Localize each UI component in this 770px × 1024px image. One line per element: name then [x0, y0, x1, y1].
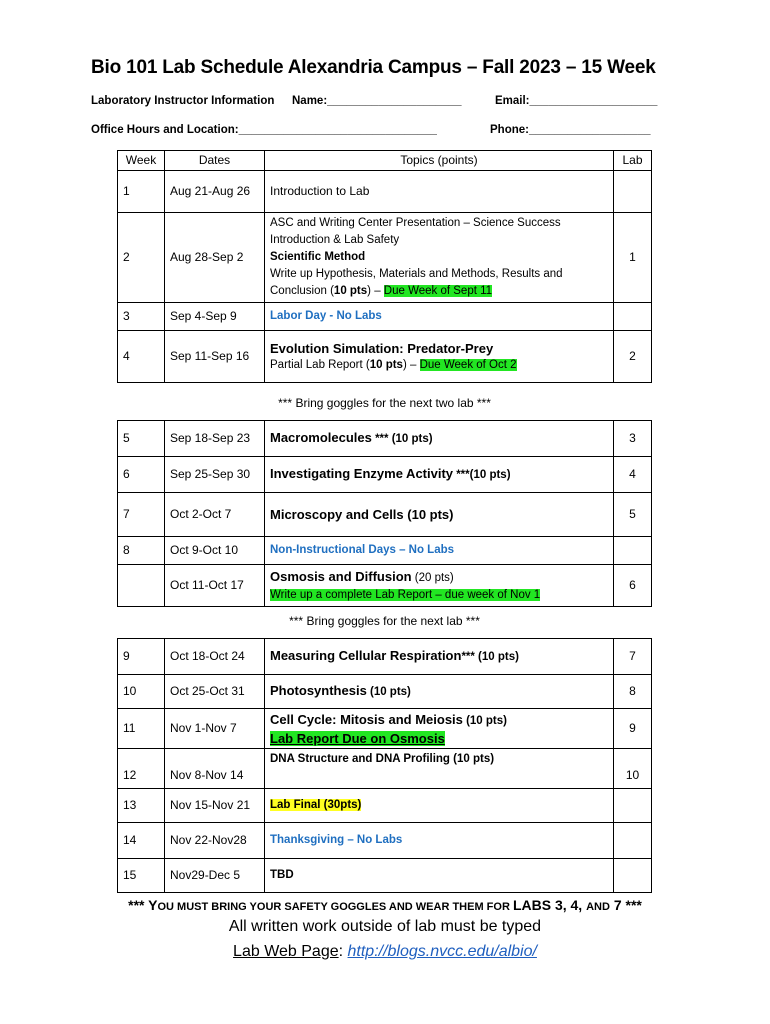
due-highlight: Write up a complete Lab Report – due week of Nov 1 [270, 588, 541, 601]
topic-cell [265, 709, 614, 749]
table-row [118, 421, 652, 457]
table-row [118, 823, 652, 859]
week-cell: 8 [118, 537, 165, 565]
points-text: (10 pts) [366, 686, 411, 698]
week-cell: 3 [118, 303, 165, 331]
topic-cell [265, 675, 614, 709]
week-cell: 9 [118, 639, 165, 675]
topic-title: Evolution Simulation: Predator-Prey [270, 340, 494, 356]
table-row [118, 859, 652, 893]
points-text: 10 pts [369, 358, 403, 371]
table-row [118, 331, 652, 383]
topic-line [270, 568, 608, 587]
warning-text: LABS 3, 4, [512, 897, 587, 913]
topic-title: Measuring Cellular Respiration [270, 648, 462, 663]
due-highlight: Due Week of Oct 2 [419, 358, 517, 371]
lab-cell: 5 [614, 493, 652, 537]
topic-cell [265, 421, 614, 457]
office-hours-field: Office Hours and Location:_______________________________ [91, 124, 437, 136]
table-row [118, 565, 652, 607]
topic-cell [265, 565, 614, 607]
goggles-notice: *** Bring goggles for the next two lab *** [278, 396, 491, 410]
table-row [118, 493, 652, 537]
topic-line: Introduction & Lab Safety [270, 234, 400, 246]
text-span: : [338, 943, 348, 960]
week-cell: 11 [118, 709, 165, 749]
dates-cell: Nov 22-Nov28 [165, 823, 265, 859]
lab-web-page-line [0, 943, 770, 961]
points-text: 10 pts [333, 285, 368, 297]
dates-cell: Oct 2-Oct 7 [165, 493, 265, 537]
table-row [118, 213, 652, 303]
dates-cell: Oct 9-Oct 10 [165, 537, 265, 565]
topic-line [270, 587, 608, 604]
dates-cell: Sep 18-Sep 23 [165, 421, 265, 457]
lab-cell: 9 [614, 709, 652, 749]
topic-line [270, 283, 608, 300]
week-cell: 7 [118, 493, 165, 537]
table-row [118, 709, 652, 749]
phone-field: Phone:___________________ [490, 124, 651, 136]
due-highlight: Lab Report Due on Osmosis [270, 730, 445, 746]
lab-cell [614, 823, 652, 859]
header-topics: Topics (points) [265, 151, 614, 171]
dates-cell: Nov29-Dec 5 [165, 859, 265, 893]
dates-cell: Sep 25-Sep 30 [165, 457, 265, 493]
schedule-table-3 [117, 638, 652, 893]
topic-cell [265, 457, 614, 493]
week-cell: 2 [118, 213, 165, 303]
lab-cell: 1 [614, 213, 652, 303]
header-week: Week [118, 151, 165, 171]
topic-line [270, 730, 608, 747]
topic-line: Scientific Method [270, 251, 366, 263]
lab-cell: 6 [614, 565, 652, 607]
schedule-table-2 [117, 420, 652, 607]
topic-cell [265, 331, 614, 383]
lab-cell: 8 [614, 675, 652, 709]
topic-cell [265, 639, 614, 675]
instructor-email-field: Email:____________________ [495, 95, 658, 107]
week-cell: 6 [118, 457, 165, 493]
goggles-warning [0, 897, 770, 913]
header-lab: Lab [614, 151, 652, 171]
topic-cell [265, 789, 614, 823]
topic-cell [265, 213, 614, 303]
week-cell: 5 [118, 421, 165, 457]
final-highlight: Lab Final (30pts) [270, 799, 362, 811]
goggles-notice: *** Bring goggles for the next lab *** [289, 614, 480, 628]
lab-cell [614, 859, 652, 893]
topic-title: Photosynthesis [270, 683, 367, 698]
due-highlight: Due Week of Sept 11 [383, 285, 493, 297]
topic-line [270, 357, 608, 374]
header-dates: Dates [165, 151, 265, 171]
warning-text: AND [586, 901, 610, 913]
web-page-label: Lab Web Page [233, 943, 339, 960]
topic-title: Macromolecules [270, 430, 372, 445]
schedule-table-1 [117, 150, 652, 383]
dates-cell: Aug 28-Sep 2 [165, 213, 265, 303]
warning-text: *** Y [128, 897, 158, 913]
points-text: ***(10 pts) [453, 469, 511, 481]
points-text: (20 pts) [411, 571, 454, 584]
week-cell: 15 [118, 859, 165, 893]
topic-title: Cell Cycle: Mitosis and Meiosis [270, 711, 463, 727]
dates-cell: Oct 18-Oct 24 [165, 639, 265, 675]
lab-cell [614, 537, 652, 565]
typed-work-note: All written work outside of lab must be typed [228, 918, 542, 935]
instructor-name-field: Name:_____________________ [292, 95, 462, 107]
dates-cell: Nov 8-Nov 14 [165, 749, 265, 789]
text-span: ) – [367, 285, 384, 297]
table-row [118, 303, 652, 331]
dates-cell: Oct 25-Oct 31 [165, 675, 265, 709]
table-row [118, 457, 652, 493]
text-span: Conclusion ( [270, 285, 334, 297]
topic-cell: DNA Structure and DNA Profiling (10 pts) [265, 749, 614, 789]
topic-cell: TBD [265, 859, 614, 893]
topic-line: ASC and Writing Center Presentation – Science Success [270, 217, 561, 229]
points-text: (10 pts) [462, 714, 507, 727]
text-span: Partial Lab Report ( [270, 358, 370, 371]
page-title: Bio 101 Lab Schedule Alexandria Campus – Fall 2023 – 15 Week [91, 57, 656, 78]
topic-cell: Labor Day - No Labs [265, 303, 614, 331]
points-text: *** (10 pts) [371, 433, 433, 445]
week-cell: 1 [118, 171, 165, 213]
dates-cell: Nov 1-Nov 7 [165, 709, 265, 749]
dates-cell: Aug 21-Aug 26 [165, 171, 265, 213]
week-cell: 14 [118, 823, 165, 859]
lab-cell: 3 [614, 421, 652, 457]
web-page-link[interactable]: http://blogs.nvcc.edu/albio/ [347, 943, 537, 960]
topic-cell: Thanksgiving – No Labs [265, 823, 614, 859]
lab-cell [614, 171, 652, 213]
points-text: *** (10 pts) [461, 651, 519, 663]
topic-cell: Microscopy and Cells (10 pts) [265, 493, 614, 537]
warning-text: OU MUST BRING YOUR SAFETY GOGGLES AND WEAR THEM FOR [157, 901, 513, 913]
lab-cell: 10 [614, 749, 652, 789]
topic-title: Investigating Enzyme Activity [270, 466, 454, 481]
week-cell: 12 [118, 749, 165, 789]
table-row [118, 675, 652, 709]
warning-text: 7 *** [609, 897, 642, 913]
week-cell: 4 [118, 331, 165, 383]
dates-cell: Nov 15-Nov 21 [165, 789, 265, 823]
table-row [118, 789, 652, 823]
instructor-label: Laboratory Instructor Information [91, 95, 275, 107]
table-row [118, 171, 652, 213]
week-cell: 10 [118, 675, 165, 709]
table-header-row [118, 151, 652, 171]
week-cell [118, 565, 165, 607]
topic-title: Osmosis and Diffusion [270, 568, 412, 584]
lab-cell [614, 789, 652, 823]
text-span: ) – [402, 358, 420, 371]
dates-cell: Oct 11-Oct 17 [165, 565, 265, 607]
table-row [118, 749, 652, 789]
table-row [118, 639, 652, 675]
lab-cell: 4 [614, 457, 652, 493]
lab-cell: 7 [614, 639, 652, 675]
week-cell: 13 [118, 789, 165, 823]
topic-cell: Introduction to Lab [265, 171, 614, 213]
topic-line [270, 711, 608, 730]
topic-line: Write up Hypothesis, Materials and Methods, Results and [270, 268, 563, 280]
lab-cell [614, 303, 652, 331]
lab-cell: 2 [614, 331, 652, 383]
table-row [118, 537, 652, 565]
dates-cell: Sep 4-Sep 9 [165, 303, 265, 331]
dates-cell: Sep 11-Sep 16 [165, 331, 265, 383]
topic-cell: Non-Instructional Days – No Labs [265, 537, 614, 565]
